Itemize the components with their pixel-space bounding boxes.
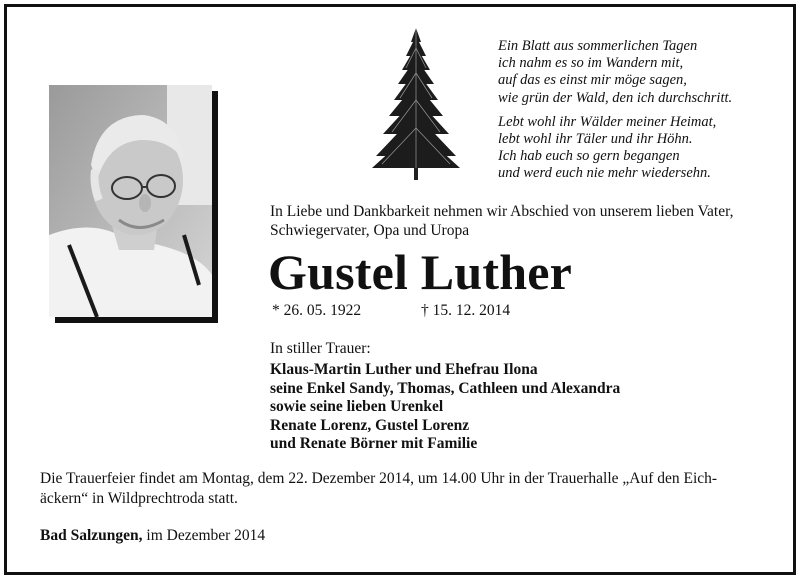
mourner-line: sowie seine lieben Urenkel — [270, 398, 444, 416]
poem-stanza-1 — [498, 38, 732, 107]
mourner-line: Renate Lorenz, Gustel Lorenz — [270, 416, 470, 434]
mourner-line: Klaus-Martin Luther und Ehefrau Ilona — [270, 361, 538, 378]
intro-line: In Liebe und Dankbarkeit nehmen wir Abschied von unserem lieben Vater, — [270, 203, 734, 220]
place-and-date — [40, 527, 265, 545]
poem-line: lebt wohl ihr Täler und ihr Höhn. — [498, 131, 693, 148]
portrait-photo — [49, 85, 212, 317]
place-city: Bad Salzungen, — [40, 527, 143, 544]
place-date: im Dezember 2014 — [142, 527, 266, 544]
poem — [498, 38, 732, 190]
poem-line: ich nahm es so im Wandern mit, — [498, 55, 684, 72]
funeral-service-info — [40, 469, 760, 508]
poem-line: auf das es einst mir möge sagen, — [498, 72, 687, 89]
fir-tree-icon — [372, 28, 460, 180]
poem-line: wie grün der Wald, den ich durchschritt. — [498, 89, 733, 106]
farewell-intro — [270, 202, 780, 240]
life-dates — [272, 302, 511, 320]
poem-line: Ich hab euch so gern begangen — [498, 148, 680, 165]
mourner-line: und Renate Börner mit Familie — [270, 435, 478, 453]
poem-line: Ein Blatt aus sommerlichen Tagen — [498, 38, 698, 54]
birth-date: * 26. 05. 1922 — [272, 302, 362, 319]
service-line: äckern“ in Wildprechtroda statt. — [40, 489, 238, 507]
service-line: Die Trauerfeier findet am Montag, dem 22. Dezember 2014, um 14.00 Uhr in der Trauerhalle „Auf den Eich- — [40, 470, 718, 487]
poem-line: und werd euch nie mehr wiedersehn. — [498, 165, 711, 182]
mourners-list — [270, 361, 620, 454]
mourning-label: In stiller Trauer: — [270, 340, 371, 357]
portrait-illustration — [49, 85, 212, 317]
intro-line: Schwiegervater, Opa und Uropa — [270, 222, 470, 239]
deceased-name: Gustel Luther — [268, 244, 572, 300]
poem-stanza-2 — [498, 114, 732, 183]
poem-line: Lebt wohl ihr Wälder meiner Heimat, — [498, 113, 717, 130]
mourner-line: seine Enkel Sandy, Thomas, Cathleen und Alexandra — [270, 379, 621, 397]
death-date: † 15. 12. 2014 — [421, 302, 511, 319]
